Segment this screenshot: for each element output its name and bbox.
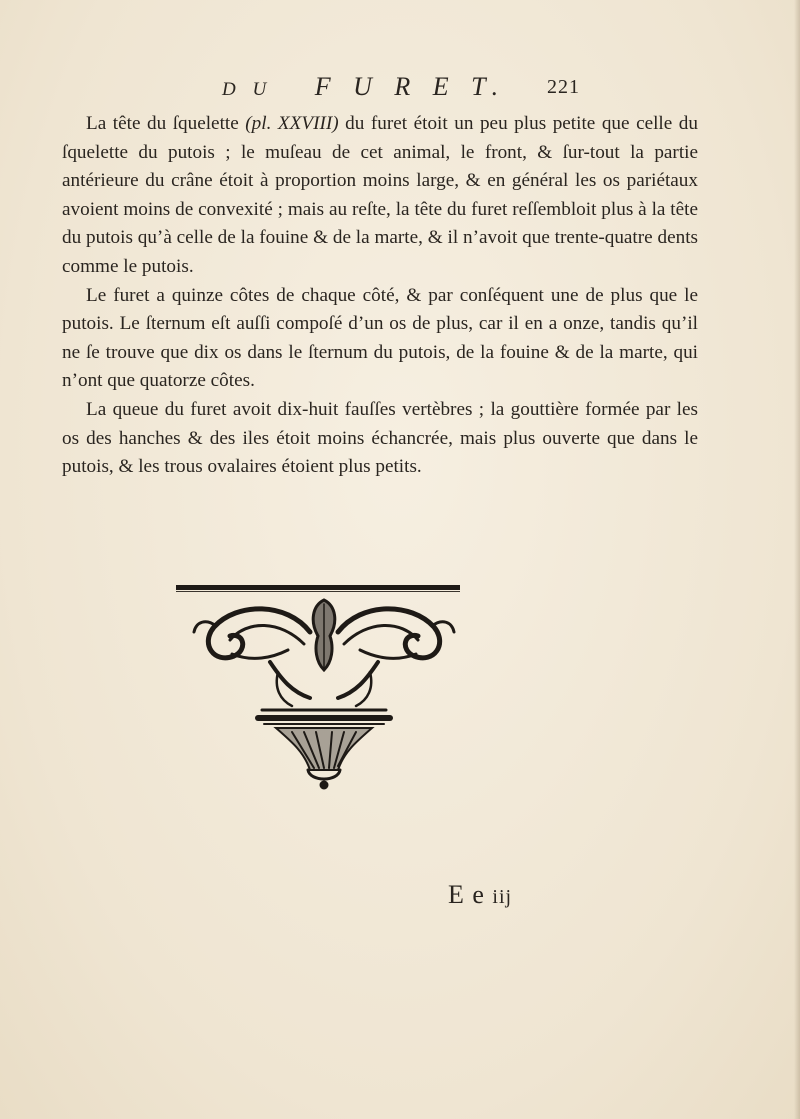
page-edge-shadow xyxy=(794,0,800,1119)
ornament-top-rule xyxy=(176,585,460,590)
paragraph-skull-rest: du furet étoit un peu plus petite que celle du ſquelette du putois ; le muſeau de cet animal, le front, & ſur-tout la partie antérieure du crâne étoit à proportion moins large, & en général les os pariétaux avoient moins de convexité ; mais au reſte, la tête du furet reſſembloit plus à la tête du putois qu’à celle de la fouine & de la marte, & il n’avoit que trente-quatre dents comme le putois. xyxy=(62,113,698,277)
paragraph-tail: La queue du furet avoit dix-huit fauſſes vertèbres ; la gouttière formée par les os des hanches & des iles étoit moins échancrée, mais plus ouverte que dans le putois, & les trous ovalaires étoient plus petits. xyxy=(62,398,698,478)
running-title-du: D U xyxy=(222,79,273,100)
main-text xyxy=(62,110,698,482)
signature-number: iij xyxy=(492,886,513,908)
acanthus-cul-de-lampe-icon xyxy=(192,592,456,792)
signature-mark xyxy=(448,880,512,910)
paragraph-skull-start: La tête du ſquelette xyxy=(86,113,246,134)
running-title xyxy=(222,72,506,102)
page-number: 221 xyxy=(547,76,580,98)
paragraph-skull xyxy=(62,110,698,282)
paragraph-ribs: Le furet a quinze côtes de chaque côté, & par conſéquent une de plus que le putois. Le ſternum eſt auſſi compoſé d’un os de plus, car il en a onze, tandis qu’il ne ſe trouve que dix os dans le ſternum du putois, de la fouine & de la marte, qui n’ont que quatorze côtes. xyxy=(62,284,698,392)
running-title-furet: F U R E T. xyxy=(314,72,507,101)
signature-letters: E e xyxy=(448,880,485,909)
plate-reference: (pl. XXVIII) xyxy=(245,113,339,134)
running-header xyxy=(222,72,580,106)
